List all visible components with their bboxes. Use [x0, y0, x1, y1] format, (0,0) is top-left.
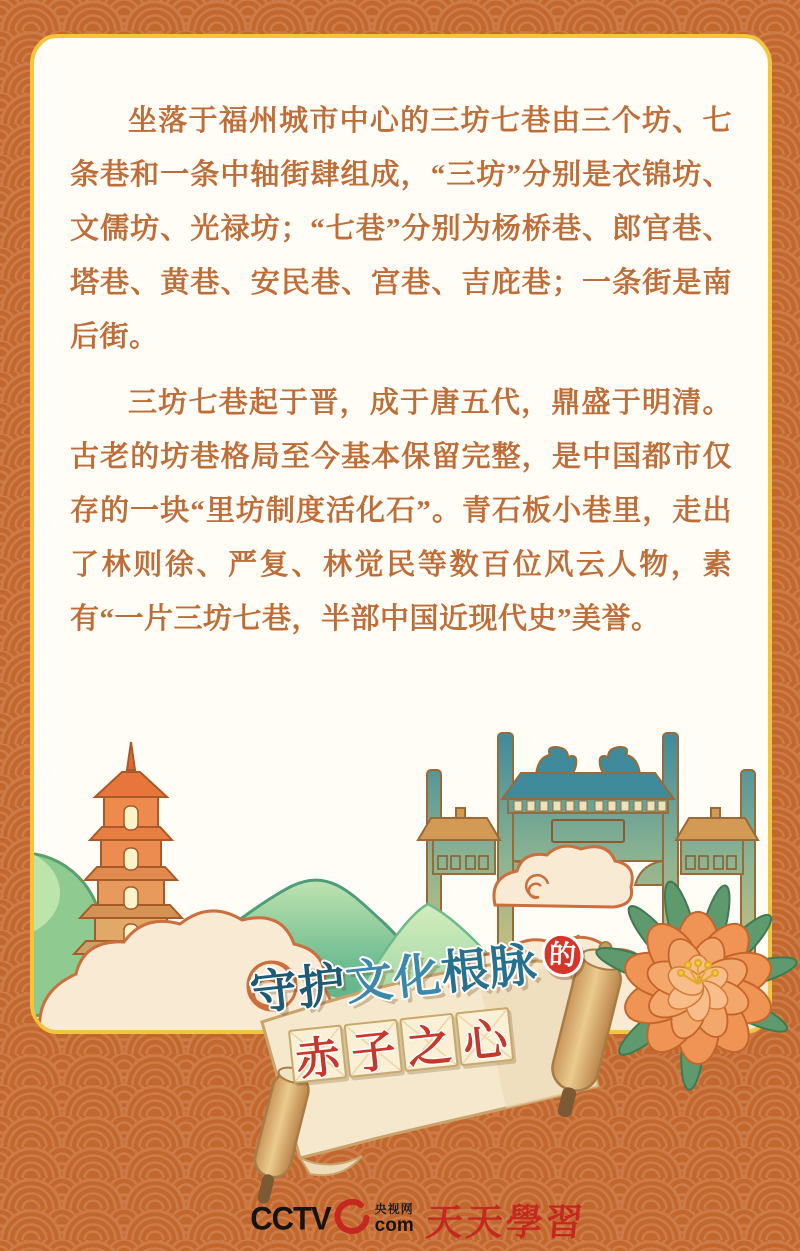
paragraph-1: 坐落于福州城市中心的三坊七巷由三个坊、七条巷和一条中轴街肆组成，“三坊”分别是衣锦坊、文儒坊、光禄坊；“七巷”分别为杨桥巷、郎官巷、塔巷、黄巷、安民巷、宫巷、吉庇巷；一条街是南后街。	[70, 105, 732, 353]
cctv-site-block	[375, 1203, 414, 1235]
banner-char: 根	[438, 941, 491, 1000]
cctv-logo-text: CCTV	[250, 1200, 331, 1237]
banner-char: 之	[404, 1020, 454, 1074]
illustration-scene	[0, 620, 800, 1251]
banner-char: 赤	[293, 1031, 343, 1086]
calligraphy-gridbox	[455, 1007, 514, 1066]
cctv-swoosh-icon	[333, 1199, 373, 1239]
cctv-domain: com	[374, 1215, 414, 1236]
banner-char: 文	[343, 952, 396, 1010]
calligraphy-gridbox	[288, 1024, 347, 1086]
particle-seal-badge: 的	[541, 932, 585, 977]
banner-char: 脉	[486, 936, 539, 995]
calligraphy-gridbox	[399, 1013, 458, 1072]
banner-char: 化	[390, 947, 444, 1005]
paragraph-2: 三坊七巷起于晋，成于唐五代，鼎盛于明清。古老的坊巷格局至今基本保留完整，是中国都市仅存的一块“里坊制度活化石”。青石板小巷里，走出了林则徐、严复、林觉民等数百位风云人物，素有“一片三坊七巷，半部中国近现代史”美誉。	[70, 387, 732, 635]
calligraphy-gridbox	[344, 1019, 403, 1078]
program-logo-text: 天天學習	[423, 1203, 587, 1244]
banner-char: 守	[247, 962, 300, 1020]
banner-char: 子	[349, 1026, 399, 1080]
cctv-cn-name: 央视网	[374, 1202, 414, 1216]
article-text	[70, 94, 732, 646]
banner-char: 护	[295, 957, 348, 1015]
footer-logo	[18, 1192, 800, 1246]
banner-char: 心	[460, 1014, 510, 1068]
